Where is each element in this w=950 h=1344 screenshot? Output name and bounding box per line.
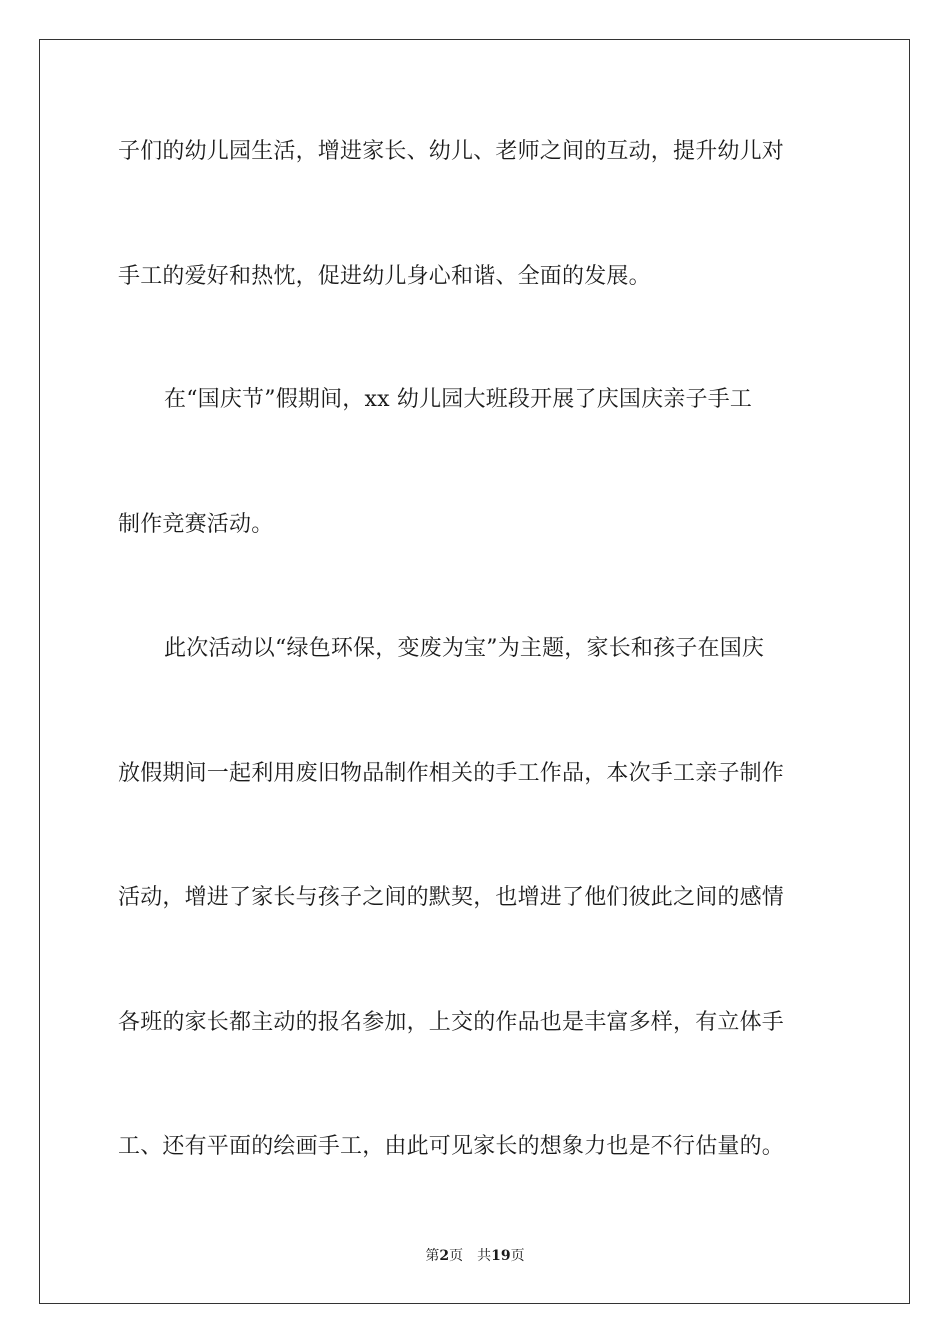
total-suffix: 页 (510, 1248, 525, 1264)
body-line-6: 放假期间一起利用废旧物品制作相关的手工作品，本次手工亲子制作 (118, 761, 785, 786)
body-line-9: 工、还有平面的绘画手工，由此可见家长的想象力也是不行估量的。 (118, 1134, 785, 1159)
total-pages: 19 (491, 1248, 511, 1264)
page-border (39, 39, 910, 1304)
body-line-3: 在“国庆节”假期间，xx 幼儿园大班段开展了庆国庆亲子手工 (164, 387, 753, 412)
body-line-7: 活动，增进了家长与孩子之间的默契，也增进了他们彼此之间的感情 (118, 885, 785, 910)
body-line-2: 手工的爱好和热忱，促进幼儿身心和谐、全面的发展。 (118, 264, 651, 289)
body-line-8: 各班的家长都主动的报名参加，上交的作品也是丰富多样，有立体手 (118, 1010, 785, 1035)
page-suffix: 页 (449, 1248, 464, 1264)
body-line-5: 此次活动以“绿色环保，变废为宝”为主题，家长和孩子在国庆 (164, 636, 765, 661)
total-prefix: 共 (477, 1248, 492, 1264)
body-line-1: 子们的幼儿园生活，增进家长、幼儿、老师之间的互动，提升幼儿对 (118, 139, 785, 164)
page-number: 2 (439, 1248, 450, 1264)
page-footer (0, 1246, 950, 1266)
body-line-4: 制作竞赛活动。 (118, 512, 274, 537)
page-prefix: 第 (425, 1248, 440, 1264)
